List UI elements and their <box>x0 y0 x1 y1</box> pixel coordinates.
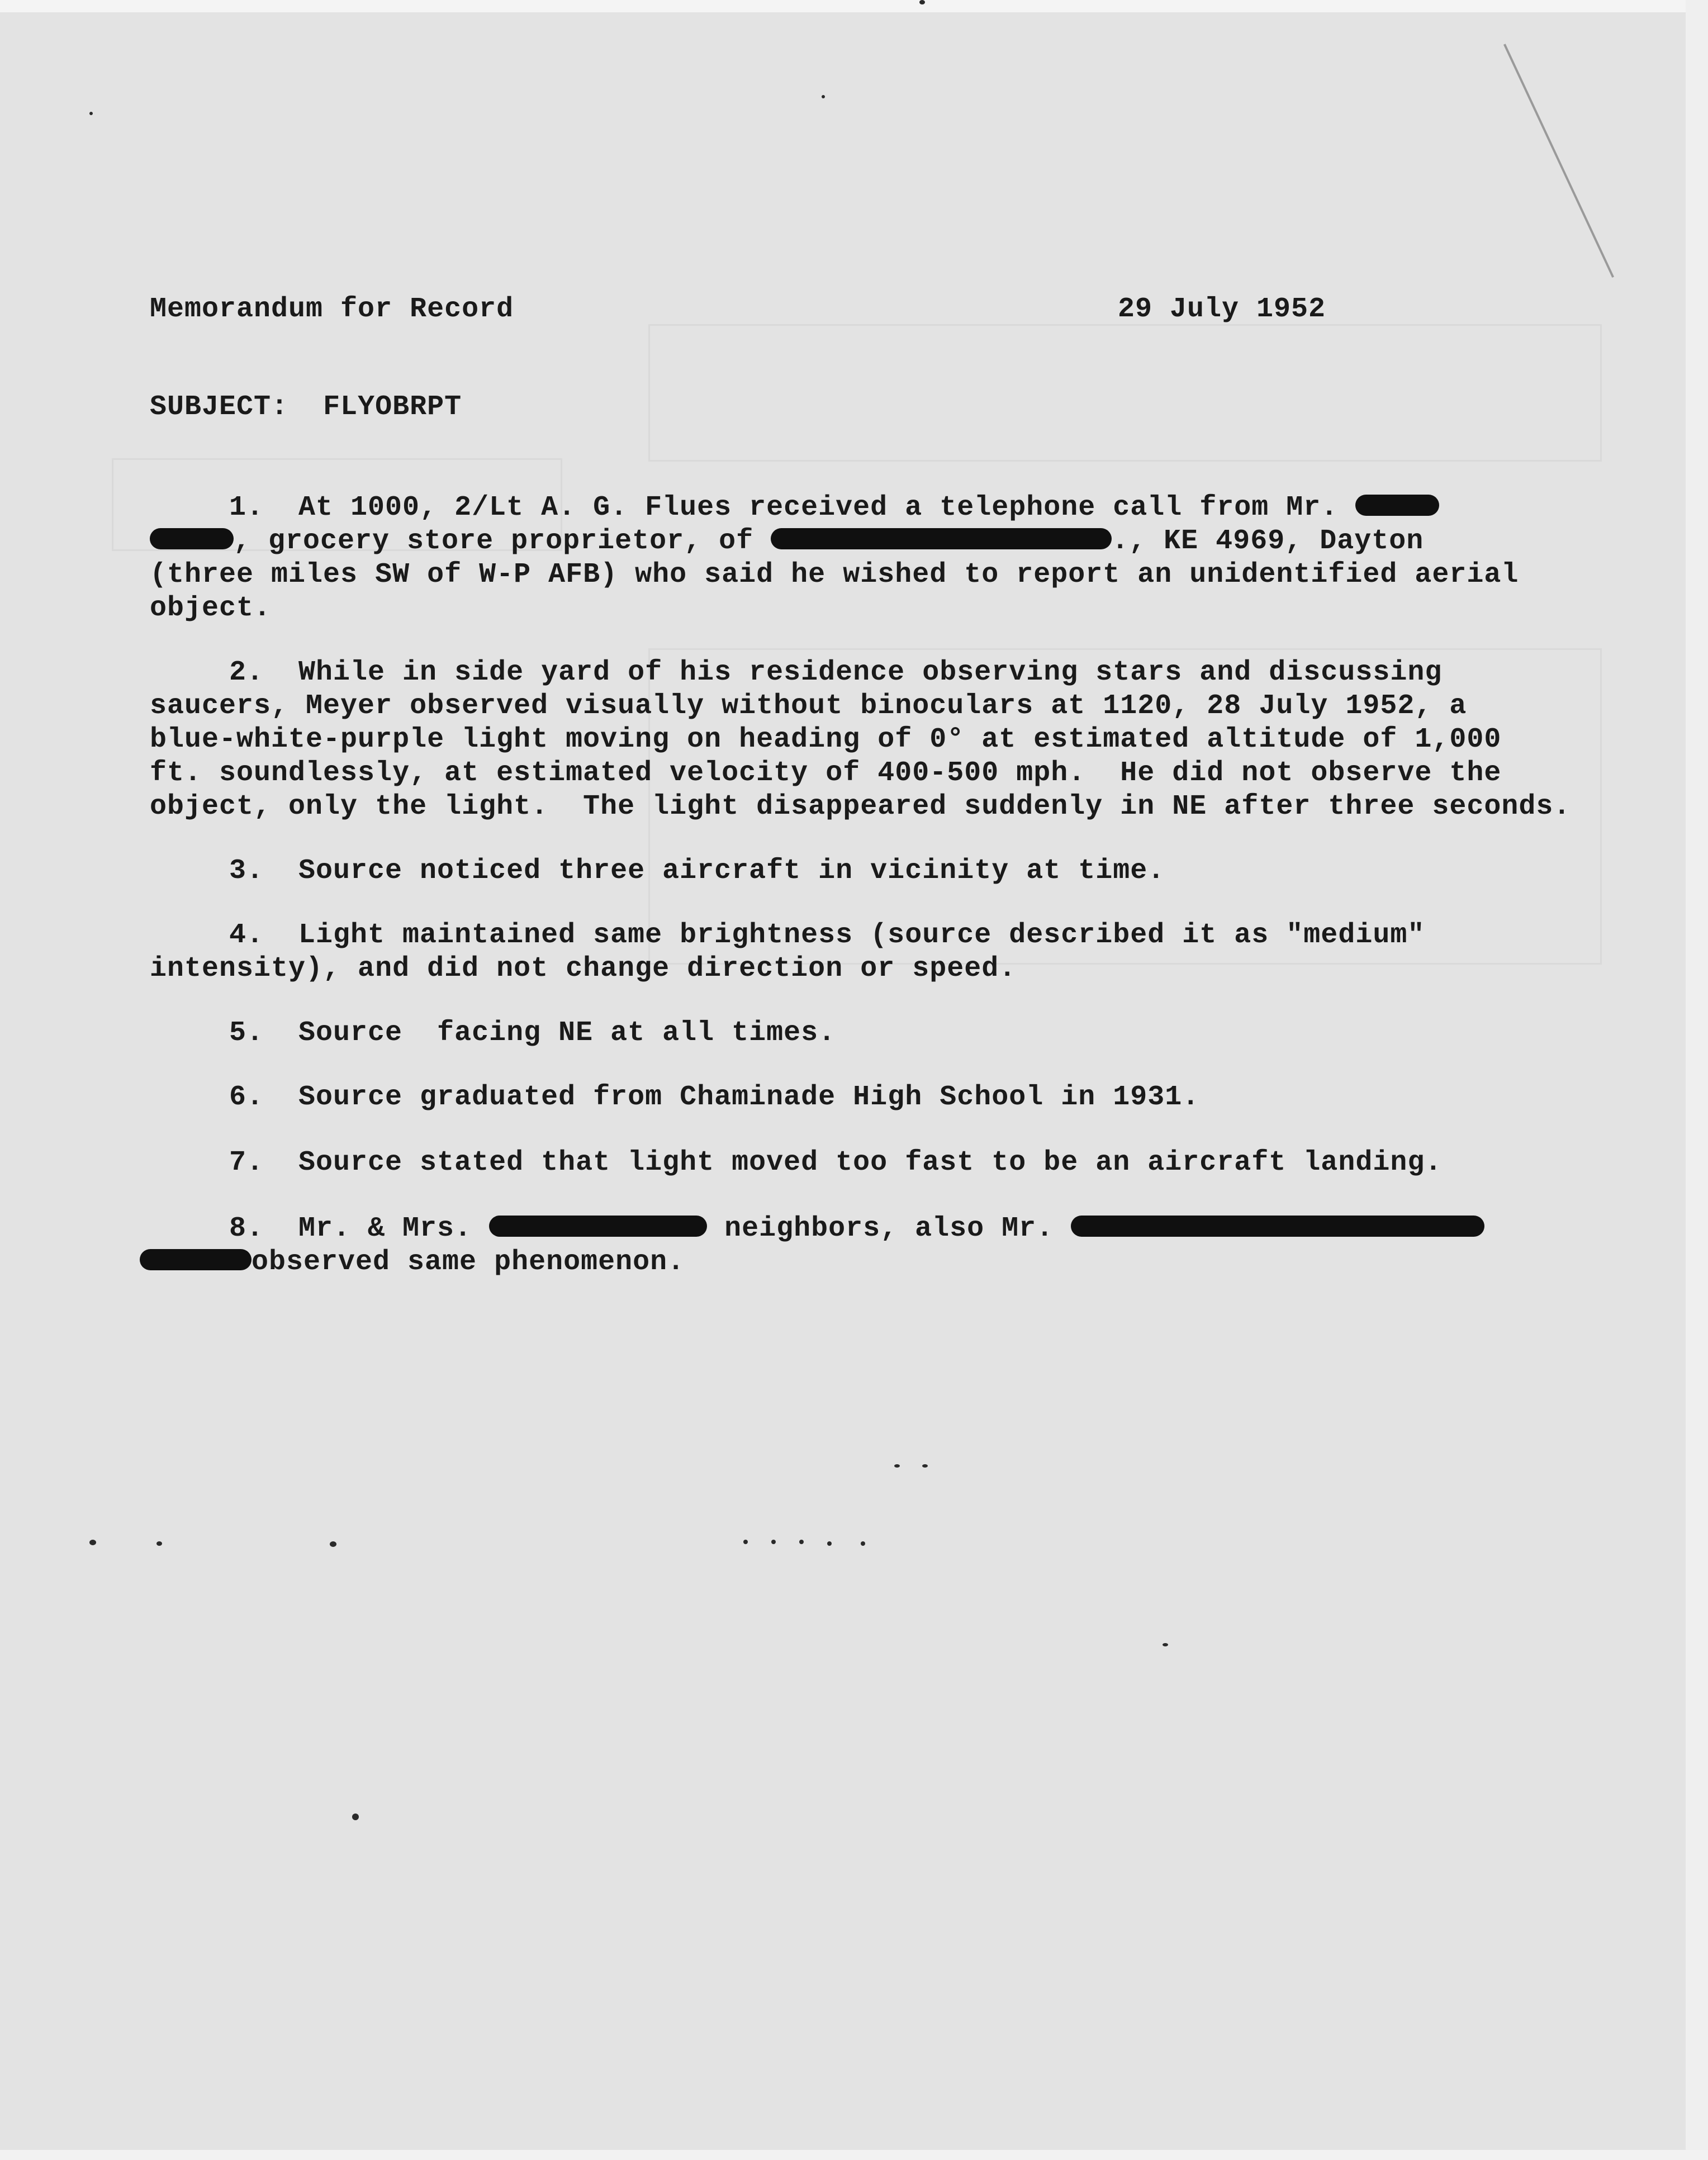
para2-line1: 2. While in side yard of his residence observing stars and discussing <box>229 657 1443 689</box>
redaction-bar <box>140 1249 252 1270</box>
subject-label: SUBJECT: <box>150 391 289 423</box>
para4-line1: 4. Light maintained same brightness (source described it as "medium" <box>229 919 1425 951</box>
para2-line5: object, only the light. The light disappeared suddenly in NE after three seconds. <box>150 791 1571 823</box>
para1-line2 <box>150 525 1424 557</box>
scan-speck <box>822 95 825 98</box>
memo-date: 29 July 1952 <box>1118 293 1326 325</box>
para7: 7. Source stated that light moved too fast to be an aircraft landing. <box>229 1147 1443 1179</box>
para8-line2 <box>140 1246 685 1278</box>
scan-speck <box>352 1814 359 1820</box>
para2-line4: ft. soundlessly, at estimated velocity of 400-500 mph. He did not observe the <box>150 757 1502 789</box>
para1-line1 <box>229 492 1439 524</box>
para8-line1 <box>229 1213 1484 1245</box>
para2-line2: saucers, Meyer observed visually without binoculars at 1120, 28 July 1952, a <box>150 690 1467 722</box>
scan-speck <box>827 1541 832 1546</box>
scan-speck <box>89 112 93 115</box>
para1-text: , grocery store proprietor, of <box>234 525 771 557</box>
scan-speck <box>861 1541 865 1546</box>
redaction-bar <box>489 1216 707 1237</box>
scan-speck <box>919 0 925 4</box>
redaction-bar <box>150 528 234 549</box>
scan-speck <box>799 1540 804 1544</box>
para8-text: observed same phenomenon. <box>252 1246 685 1278</box>
para1-text: ., KE 4969, Dayton <box>1112 525 1424 557</box>
scan-speck <box>894 1464 900 1468</box>
para1-line3: (three miles SW of W-P AFB) who said he wished to report an unidentified aerial <box>150 559 1519 591</box>
scan-speck <box>771 1540 776 1544</box>
para1-text: 1. At 1000, 2/Lt A. G. Flues received a telephone call from Mr. <box>229 492 1356 524</box>
scan-speck <box>743 1540 748 1544</box>
memo-heading: Memorandum for Record <box>150 293 514 325</box>
scan-speck <box>330 1541 336 1547</box>
scan-speck <box>1163 1643 1168 1646</box>
para1-line4: object. <box>150 592 272 624</box>
redaction-bar <box>1355 495 1439 516</box>
para4-line2: intensity), and did not change direction or speed. <box>150 953 1017 985</box>
subject-line <box>150 391 462 423</box>
para6: 6. Source graduated from Chaminade High School in 1931. <box>229 1081 1200 1113</box>
para3: 3. Source noticed three aircraft in vicinity at time. <box>229 855 1165 887</box>
para8-text: neighbors, also Mr. <box>707 1213 1071 1245</box>
para2-line3: blue-white-purple light moving on heading of 0° at estimated altitude of 1,000 <box>150 724 1502 756</box>
scan-speck <box>922 1464 928 1468</box>
para5: 5. Source facing NE at all times. <box>229 1017 836 1049</box>
para8-text: 8. Mr. & Mrs. <box>229 1213 490 1245</box>
subject-value: FLYOBRPT <box>323 391 462 423</box>
redaction-bar <box>771 528 1112 549</box>
scan-speck <box>156 1541 162 1546</box>
scan-speck <box>89 1540 96 1545</box>
redaction-bar <box>1071 1216 1484 1237</box>
